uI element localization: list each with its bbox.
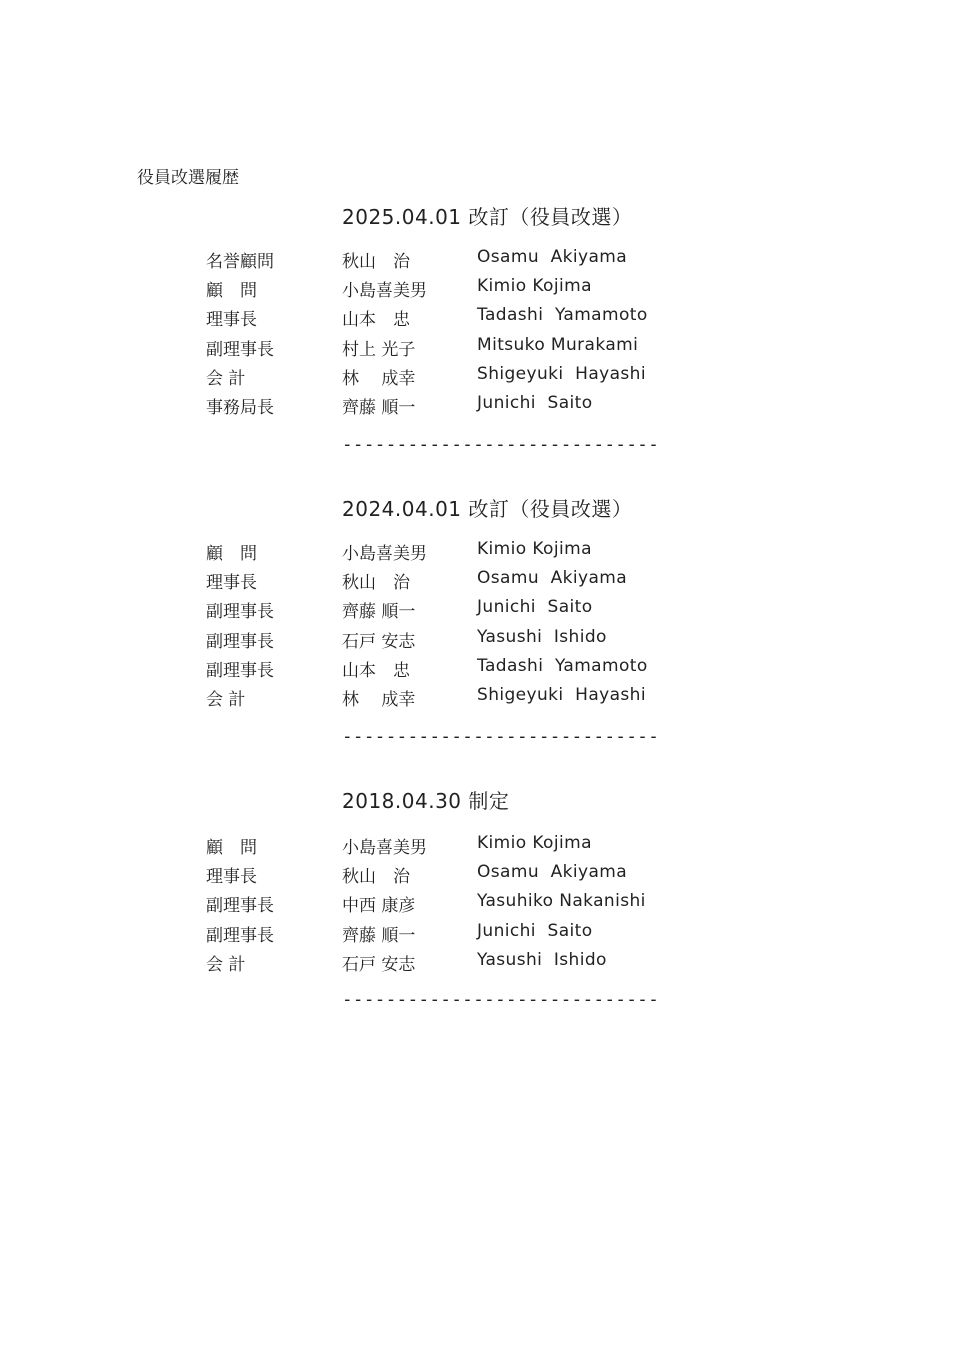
name-jp: 小島喜美男 <box>342 838 427 858</box>
name-en: Osamu Akiyama <box>477 568 628 589</box>
dashed-divider: ----------------------------- <box>342 727 660 747</box>
role: 副理事長 <box>206 631 274 652</box>
role: 理事長 <box>206 310 257 331</box>
name-jp: 小島喜美男 <box>342 544 427 564</box>
name-en: Yasushi Ishido <box>477 626 607 647</box>
name-en: Yasushi Ishido <box>477 949 607 970</box>
section-heading: 2018.04.30 制定 <box>342 789 510 813</box>
role: 理事長 <box>206 573 257 594</box>
name-jp: 石戸 安志 <box>342 954 416 975</box>
name-en: Kimio Kojima <box>477 833 592 853</box>
role: 副理事長 <box>206 339 274 360</box>
role: 会 計 <box>206 954 246 975</box>
name-jp: 秋山 治 <box>342 573 410 594</box>
role: 会 計 <box>206 368 246 389</box>
role: 会 計 <box>206 689 246 710</box>
name-en: Kimio Kojima <box>477 539 592 559</box>
name-jp: 中西 康彦 <box>342 896 416 917</box>
name-en: Kimio Kojima <box>477 276 592 297</box>
name-jp: 山本 忠 <box>342 310 410 331</box>
role: 副理事長 <box>206 660 274 681</box>
name-en: Shigeyuki Hayashi <box>477 684 646 705</box>
name-en: Junichi Saito <box>477 920 593 941</box>
section-heading: 2025.04.01 改訂（役員改選） <box>342 205 633 229</box>
name-en: Mitsuko Murakami <box>477 334 639 355</box>
name-jp: 齊藤 順一 <box>342 602 416 623</box>
role: 副理事長 <box>206 602 274 623</box>
role: 副理事長 <box>206 925 274 946</box>
role: 顧 問 <box>206 544 257 564</box>
name-en: Tadashi Yamamoto <box>477 655 648 676</box>
name-jp: 齊藤 順一 <box>342 397 416 418</box>
role: 理事長 <box>206 867 257 888</box>
name-jp: 山本 忠 <box>342 660 410 681</box>
name-jp: 石戸 安志 <box>342 631 416 652</box>
role: 副理事長 <box>206 896 274 917</box>
role: 名誉顧問 <box>206 252 274 272</box>
name-jp: 秋山 治 <box>342 252 410 272</box>
name-jp: 秋山 治 <box>342 867 410 888</box>
document-title: 役員改選履歴 <box>137 168 239 188</box>
role: 顧 問 <box>206 281 257 302</box>
role: 事務局長 <box>206 397 274 418</box>
section-heading: 2024.04.01 改訂（役員改選） <box>342 497 633 521</box>
name-jp: 林 成幸 <box>342 368 416 389</box>
dashed-divider: ----------------------------- <box>342 990 660 1010</box>
name-jp: 林 成幸 <box>342 689 416 710</box>
name-en: Tadashi Yamamoto <box>477 305 648 326</box>
name-en: Junichi Saito <box>477 392 593 413</box>
role: 顧 問 <box>206 838 257 858</box>
name-en: Osamu Akiyama <box>477 247 628 267</box>
name-en: Yasuhiko Nakanishi <box>477 891 646 912</box>
name-en: Junichi Saito <box>477 597 593 618</box>
name-jp: 村上 光子 <box>342 339 416 360</box>
dashed-divider: ----------------------------- <box>342 435 660 455</box>
name-jp: 齊藤 順一 <box>342 925 416 946</box>
name-en: Shigeyuki Hayashi <box>477 363 646 384</box>
name-en: Osamu Akiyama <box>477 862 628 883</box>
name-jp: 小島喜美男 <box>342 281 427 302</box>
